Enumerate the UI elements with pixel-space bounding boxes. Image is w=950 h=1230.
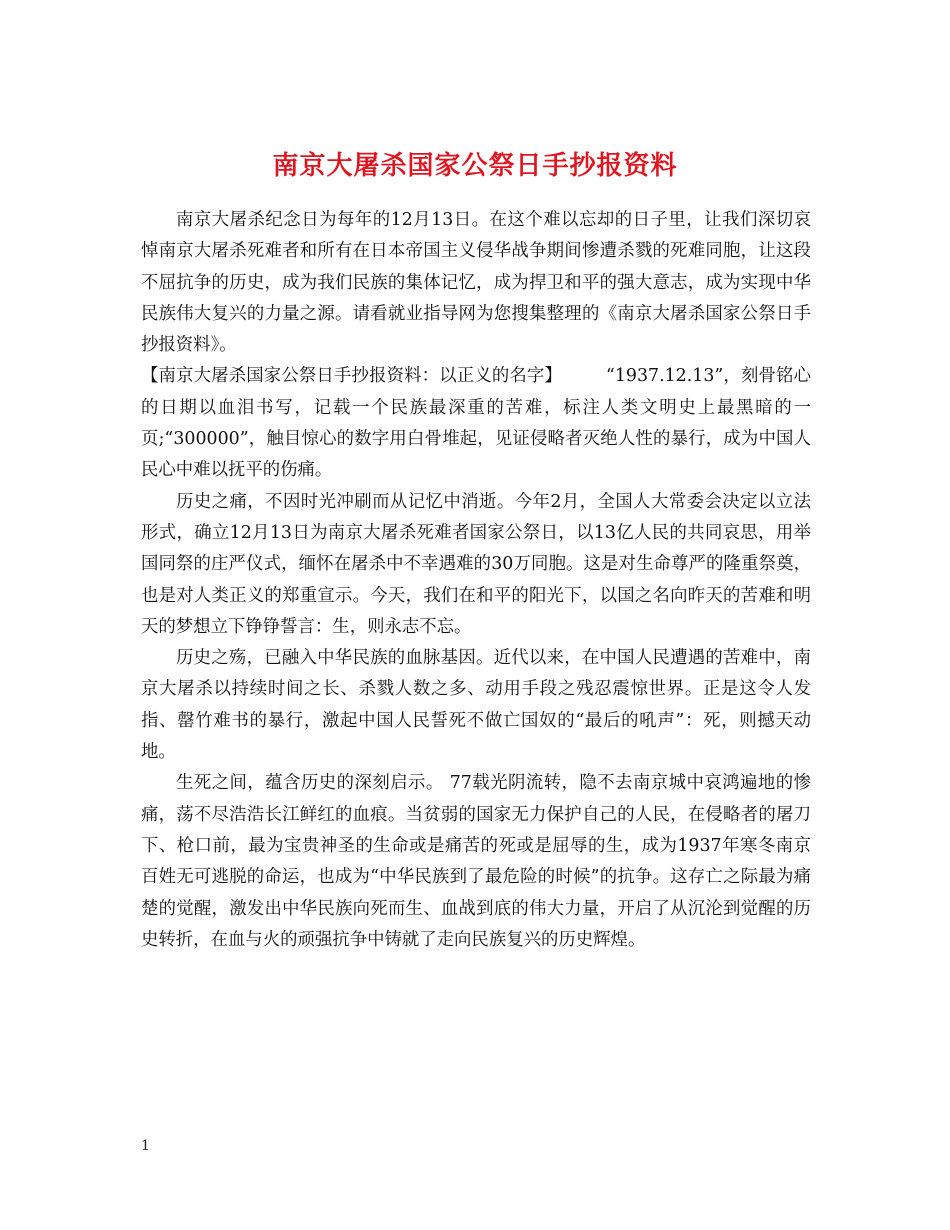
section-paragraph [141, 361, 811, 486]
section-heading: 【南京大屠杀国家公祭日手抄报资料：以正义的名字】 [141, 366, 554, 387]
page-number: 1 [141, 1138, 150, 1154]
document-title: 南京大屠杀国家公祭日手抄报资料 [272, 151, 678, 182]
section-gap [553, 366, 606, 386]
section-lead-text: “1937.12.13”，刻骨铭心的日期以血泪书写，记载一个民族最深重的苦难，标注人类文明史上最黑暗的一页;“300000”，触目惊心的数字用白骨堆起，见证侵略者灭绝人性的暴行，成为中国人民心中难以抚平的伤痛。 [141, 366, 811, 481]
intro-paragraph: 南京大屠杀纪念日为每年的12月13日。在这个难以忘却的日子里，让我们深切哀悼南京大屠杀死难者和所有在日本帝国主义侵华战争期间惨遭杀戮的死难同胞，让这段不屈抗争的历史，成为我们民族的集体记忆，成为捍卫和平的强大意志，成为实现中华民族伟大复兴的力量之源。请看就业指导网为您搜集整理的《南京大屠杀国家公祭日手抄报资料》。 [141, 210, 811, 356]
body-paragraph-1: 历史之痛，不因时光冲刷而从记忆中消逝。今年2月，全国人大常委会决定以立法形式，确立12月13日为南京大屠杀死难者国家公祭日，以13亿人民的共同哀思，用举国同祭的庄严仪式，缅怀在屠杀中不幸遇难的30万同胞。这是对生命尊严的隆重祭奠，也是对人类正义的郑重宣示。今天，我们在和平的阳光下，以国之名向昨天的苦难和明天的梦想立下铮铮誓言：生，则永志不忘。 [141, 491, 811, 637]
document-body [141, 205, 811, 956]
body-paragraph-3: 生死之间，蕴含历史的深刻启示。 77载光阴流转，隐不去南京城中哀鸿遍地的惨痛，荡不尽浩浩长江鲜红的血痕。当贫弱的国家无力保护自己的人民，在侵略者的屠刀下、枪口前，最为宝贵神圣的生命或是痛苦的死或是屈辱的生，成为1937年寒冬南京百姓无可逃脱的命运，也成为“中华民族到了最危险的时候”的抗争。这存亡之际最为痛楚的觉醒，激发出中华民族向死而生、血战到底的伟大力量，开启了从沉沦到觉醒的历史转折，在血与火的顽强抗争中铸就了走向民族复兴的历史辉煌。 [141, 773, 811, 950]
body-paragraph-2: 历史之殇，已融入中华民族的血脉基因。近代以来，在中国人民遭遇的苦难中，南京大屠杀以持续时间之长、杀戮人数之多、动用手段之残忍震惊世界。正是这令人发指、罄竹难书的暴行，激起中国人民誓死不做亡国奴的“最后的吼声”：死，则撼天动地。 [141, 648, 811, 763]
